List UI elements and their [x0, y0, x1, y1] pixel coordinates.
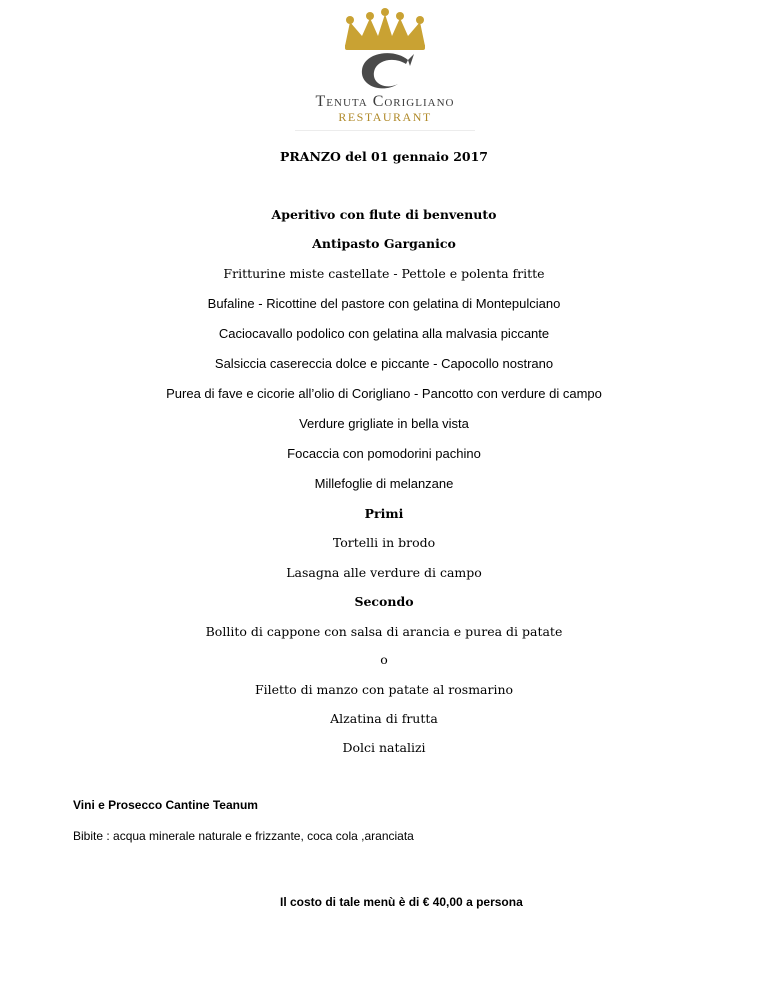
- menu-item: Focaccia con pomodorini pachino: [287, 446, 481, 461]
- primi-heading: Primi: [364, 506, 404, 521]
- menu-item: Bollito di cappone con salsa di arancia e purea di patate: [205, 624, 563, 639]
- menu-item: Lasagna alle verdure di campo: [286, 565, 482, 580]
- secondo-heading: Secondo: [354, 594, 414, 609]
- menu-item-or: o: [380, 652, 388, 667]
- header-divider: [295, 130, 475, 131]
- wines-note: Vini e Prosecco Cantine Teanum: [73, 798, 258, 812]
- menu-item: Salsiccia casereccia dolce e piccante - Capocollo nostrano: [214, 356, 554, 371]
- menu-item: Alzatina di frutta: [330, 711, 438, 726]
- aperitivo-line: Aperitivo con flute di benvenuto: [271, 207, 497, 222]
- menu-item: Fritturine miste castellate - Pettole e polenta fritte: [223, 266, 545, 281]
- menu-item: Tortelli in brodo: [332, 535, 436, 550]
- brand-subtitle: RESTAURANT: [338, 110, 432, 124]
- menu-item: Millefoglie di melanzane: [314, 476, 454, 491]
- menu-title: PRANZO del 01 gennaio 2017: [279, 149, 488, 164]
- menu-item: Dolci natalizi: [342, 740, 426, 755]
- crown-c-logo-icon: [290, 8, 480, 98]
- antipasto-heading: Antipasto Garganico: [312, 236, 456, 251]
- menu-item: Purea di fave e cicorie all’olio di Corigliano - Pancotto con verdure di campo: [166, 386, 602, 401]
- menu-item: Filetto di manzo con patate al rosmarino: [254, 682, 514, 697]
- menu-item: Bufaline - Ricottine del pastore con gelatina di Montepulciano: [207, 296, 561, 311]
- menu-item: Caciocavallo podolico con gelatina alla malvasia piccante: [218, 326, 550, 341]
- brand-name: Tenuta Corigliano: [315, 93, 455, 110]
- drinks-note: Bibite : acqua minerale naturale e frizzante, coca cola ,aranciata: [73, 829, 414, 843]
- price-note: Il costo di tale menù è di € 40,00 a persona: [280, 895, 523, 909]
- menu-item: Verdure grigliate in bella vista: [299, 416, 469, 431]
